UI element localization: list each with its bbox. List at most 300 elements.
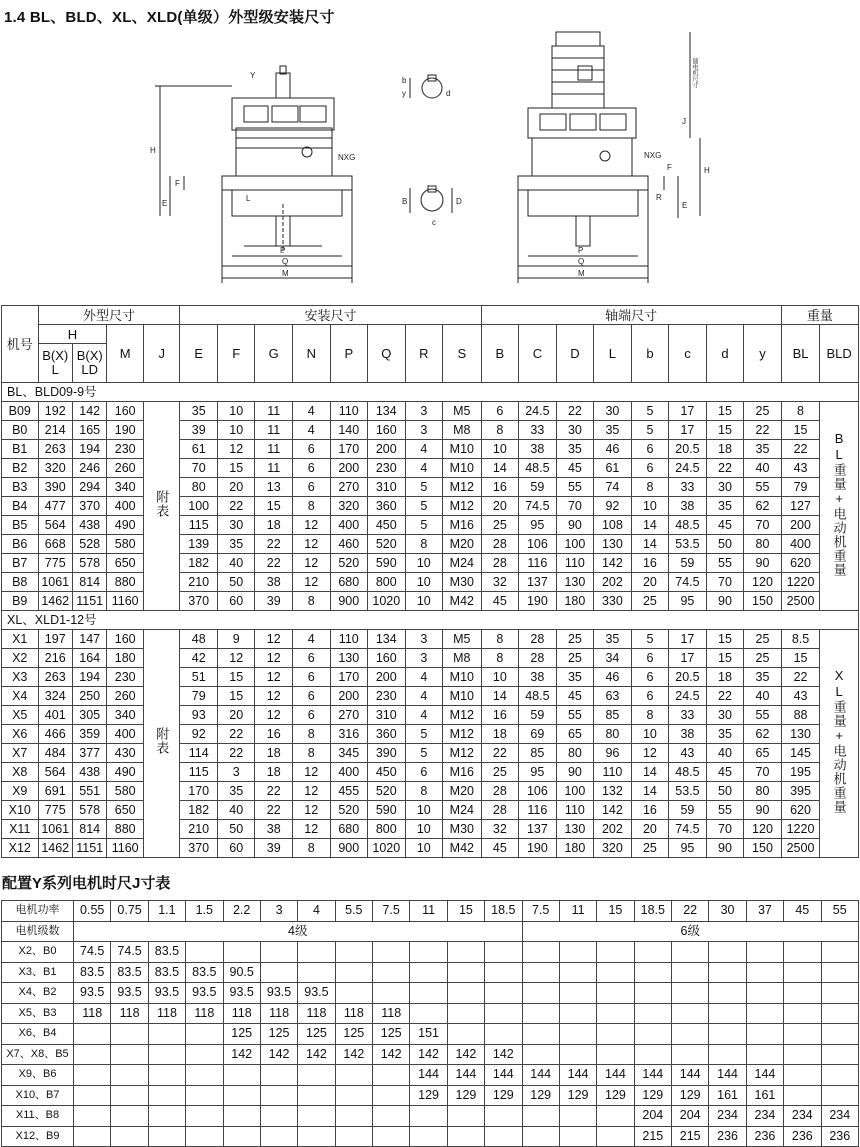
motor-table-title: 配置Y系列电机时尺J寸表 (2, 875, 171, 892)
cell: 15 (217, 459, 255, 478)
cell: X6 (2, 725, 39, 744)
cell: 85 (519, 744, 557, 763)
cell: 20 (631, 573, 669, 592)
cell: 10 (481, 440, 519, 459)
cell: 40 (744, 687, 782, 706)
cell: 11 (255, 440, 293, 459)
cell (260, 1085, 297, 1106)
row-label: X5、B3 (2, 1003, 74, 1024)
cell: 10 (405, 592, 443, 611)
cell (485, 983, 522, 1004)
cell: 90.5 (223, 962, 260, 983)
cell: 10 (405, 839, 443, 858)
cell (335, 962, 372, 983)
cell: 194 (72, 668, 106, 687)
cell (410, 1126, 447, 1147)
cell: 5 (405, 497, 443, 516)
dim-J-right: J (682, 117, 686, 126)
cell: 4 (405, 687, 443, 706)
cell: 24.5 (519, 402, 557, 421)
cell: 236 (709, 1126, 746, 1147)
cell: 22 (706, 687, 744, 706)
cell: 130 (330, 649, 368, 668)
cell: 4 (405, 459, 443, 478)
cell: 145 (781, 744, 820, 763)
cell (559, 1126, 596, 1147)
cell: 139 (180, 535, 218, 554)
table-row (2, 497, 859, 516)
cell: 6 (631, 459, 669, 478)
cell (74, 1106, 111, 1127)
cell: 320 (38, 459, 72, 478)
cell: 12 (631, 744, 669, 763)
cell: 16 (255, 725, 293, 744)
cell: 620 (781, 801, 820, 820)
power-row (2, 901, 859, 922)
cell: 39 (180, 421, 218, 440)
cell: 1061 (38, 573, 72, 592)
cell: 45 (706, 763, 744, 782)
cell: 80 (594, 725, 632, 744)
table-row (2, 440, 859, 459)
dim-Q-left: Q (282, 257, 289, 266)
cell: 202 (594, 573, 632, 592)
table-row (2, 1126, 859, 1147)
cell (260, 1065, 297, 1086)
cell: B9 (2, 592, 39, 611)
cell (335, 1126, 372, 1147)
cell: 115 (180, 763, 218, 782)
cell: 22 (217, 725, 255, 744)
cell: 90 (556, 516, 594, 535)
cell: M42 (443, 839, 482, 858)
cell: 108 (594, 516, 632, 535)
dim-M-right: M (578, 269, 585, 278)
cell (373, 983, 410, 1004)
cell (111, 1126, 148, 1147)
cell: 30 (217, 516, 255, 535)
cell: 25 (556, 649, 594, 668)
cell: 6 (293, 687, 331, 706)
cell: 45 (481, 839, 519, 858)
cell (111, 1044, 148, 1065)
cell: 8 (405, 782, 443, 801)
cell: X8 (2, 763, 39, 782)
cell: 320 (594, 839, 632, 858)
cell: 400 (330, 763, 368, 782)
cell: 38 (669, 725, 707, 744)
cell: 6 (631, 668, 669, 687)
cell: 14 (631, 763, 669, 782)
dim-P-left: P (280, 246, 286, 255)
cell: 18 (255, 763, 293, 782)
cell: 1151 (72, 592, 106, 611)
cell: 1462 (38, 592, 72, 611)
cell: 147 (72, 630, 106, 649)
cell: 129 (447, 1085, 484, 1106)
cell: 17 (669, 421, 707, 440)
cell (821, 983, 859, 1004)
cell (634, 1024, 671, 1045)
cell: 100 (556, 782, 594, 801)
cell: 10 (405, 801, 443, 820)
header-BXL: B(X) L (38, 344, 72, 383)
cell: 15 (255, 497, 293, 516)
cell: 90 (706, 592, 744, 611)
cell: 20 (217, 706, 255, 725)
table-row (2, 459, 859, 478)
cell: M10 (443, 687, 482, 706)
cell (223, 1126, 260, 1147)
dim-E-left: E (162, 199, 168, 208)
cell: 35 (594, 630, 632, 649)
cell: M20 (443, 535, 482, 554)
cell (746, 962, 783, 983)
cell: M30 (443, 820, 482, 839)
cell: 30 (556, 421, 594, 440)
cell (821, 1065, 859, 1086)
cell: 110 (594, 763, 632, 782)
table-row (2, 1106, 859, 1127)
cell: 53.5 (669, 535, 707, 554)
cell: 484 (38, 744, 72, 763)
cell (784, 1085, 821, 1106)
cell: 93.5 (74, 983, 111, 1004)
cell (634, 962, 671, 983)
cell: 83.5 (148, 942, 185, 963)
cell: 246 (72, 459, 106, 478)
cell: 190 (519, 592, 557, 611)
cell: 144 (709, 1065, 746, 1086)
cell (186, 1085, 223, 1106)
cell: 11 (255, 402, 293, 421)
cell: 20 (217, 478, 255, 497)
cell: 35 (706, 497, 744, 516)
cell: 5 (631, 421, 669, 440)
cell: 6 (293, 440, 331, 459)
cell: 74.5 (669, 573, 707, 592)
cell: 18 (706, 440, 744, 459)
cell: 130 (556, 820, 594, 839)
cell: 680 (330, 820, 368, 839)
cell: 880 (107, 820, 144, 839)
cell: 25 (481, 763, 519, 782)
cell: 22 (255, 554, 293, 573)
cell: 8 (481, 649, 519, 668)
cell: 430 (107, 744, 144, 763)
cell: 38 (519, 668, 557, 687)
cell (298, 942, 335, 963)
cell: 4 (405, 706, 443, 725)
header-BL: BL (781, 325, 820, 383)
cell: 10 (631, 725, 669, 744)
table-row (2, 706, 859, 725)
table-row (2, 942, 859, 963)
cell (522, 1003, 559, 1024)
cell: 775 (38, 554, 72, 573)
cell: 43 (669, 744, 707, 763)
cell: 5 (631, 630, 669, 649)
dim-d-shaft: d (446, 89, 451, 98)
row-label: X6、B4 (2, 1024, 74, 1045)
cell: 202 (594, 820, 632, 839)
cell: 590 (368, 801, 406, 820)
cell: 377 (72, 744, 106, 763)
cell: 250 (72, 687, 106, 706)
cell (485, 942, 522, 963)
cell: 6 (405, 763, 443, 782)
cell: 45 (481, 592, 519, 611)
cell: 60 (217, 592, 255, 611)
row-label: X3、B1 (2, 962, 74, 983)
cell: 260 (107, 687, 144, 706)
cell: 814 (72, 573, 106, 592)
cell: 8 (481, 630, 519, 649)
cell: 80 (744, 782, 782, 801)
cell: 10 (405, 554, 443, 573)
cell: 35 (744, 668, 782, 687)
cell: 142 (594, 554, 632, 573)
cell: 144 (410, 1065, 447, 1086)
cell: 125 (335, 1024, 372, 1045)
cell (672, 983, 709, 1004)
cell: 12 (255, 668, 293, 687)
cell: 25 (631, 592, 669, 611)
cell: 170 (330, 668, 368, 687)
cell: 83.5 (148, 962, 185, 983)
cell: 88 (781, 706, 820, 725)
cell: 6 (293, 668, 331, 687)
cell: 17 (669, 402, 707, 421)
cell: 234 (746, 1106, 783, 1127)
cell: X9 (2, 782, 39, 801)
cell: 22 (255, 535, 293, 554)
cell: 40 (217, 554, 255, 573)
cell: 125 (298, 1024, 335, 1045)
cell: 16 (481, 478, 519, 497)
cell: 129 (410, 1085, 447, 1106)
cell (746, 1024, 783, 1045)
header-S: S (443, 325, 482, 383)
cell: 4 (293, 421, 331, 440)
cell: M10 (443, 668, 482, 687)
cell: 70 (744, 516, 782, 535)
cell: 204 (634, 1106, 671, 1127)
cell (485, 962, 522, 983)
cell: 1220 (781, 573, 820, 592)
cell: 6 (293, 478, 331, 497)
cell: 48.5 (519, 459, 557, 478)
cell: 6 (481, 402, 519, 421)
cell (223, 942, 260, 963)
cell (148, 1106, 185, 1127)
cell: 620 (781, 554, 820, 573)
cell (709, 1044, 746, 1065)
cell: M12 (443, 706, 482, 725)
cell (223, 1065, 260, 1086)
cell: 110 (556, 801, 594, 820)
cell: 20 (631, 820, 669, 839)
cell: 455 (330, 782, 368, 801)
cell (784, 1024, 821, 1045)
cell (559, 1106, 596, 1127)
cell (522, 1044, 559, 1065)
power-value: 7.5 (373, 901, 410, 922)
table-row (2, 573, 859, 592)
cell: 14 (481, 459, 519, 478)
cell: M16 (443, 763, 482, 782)
power-value: 11 (559, 901, 596, 922)
cell: 118 (186, 1003, 223, 1024)
cell: 800 (368, 820, 406, 839)
cell (148, 1044, 185, 1065)
cell: 310 (368, 478, 406, 497)
cell: 270 (330, 478, 368, 497)
cell: 5 (405, 725, 443, 744)
cell: 46 (594, 668, 632, 687)
cell: 40 (706, 744, 744, 763)
cell: M24 (443, 801, 482, 820)
power-value: 2.2 (223, 901, 260, 922)
cell: 324 (38, 687, 72, 706)
table-row (2, 554, 859, 573)
power-value: 22 (672, 901, 709, 922)
cell: 79 (781, 478, 820, 497)
cell: 69 (519, 725, 557, 744)
cell (784, 983, 821, 1004)
cell: M10 (443, 440, 482, 459)
cell: 18 (481, 725, 519, 744)
cell: 200 (368, 440, 406, 459)
cell: 142 (223, 1044, 260, 1065)
cell: 230 (107, 668, 144, 687)
dim-F-right: F (667, 163, 672, 172)
cell: 200 (368, 668, 406, 687)
weight-note: XL重量+电动机重量 (831, 668, 847, 814)
cell: 90 (706, 839, 744, 858)
cell: 30 (706, 478, 744, 497)
cell: 70 (744, 763, 782, 782)
header-shaft: 轴端尺寸 (481, 306, 781, 325)
cell (485, 1106, 522, 1127)
cell: 125 (260, 1024, 297, 1045)
table-row (2, 820, 859, 839)
cell: 134 (368, 630, 406, 649)
cell (821, 1024, 859, 1045)
table-row (2, 630, 859, 649)
table-row (2, 801, 859, 820)
cell: M16 (443, 516, 482, 535)
cell: 129 (522, 1085, 559, 1106)
cell: 3 (405, 630, 443, 649)
cell: 330 (594, 592, 632, 611)
cell (373, 962, 410, 983)
cell (485, 1003, 522, 1024)
cell: 137 (519, 820, 557, 839)
cell: 200 (330, 687, 368, 706)
cell: 142 (373, 1044, 410, 1065)
cell: 345 (330, 744, 368, 763)
cell: B5 (2, 516, 39, 535)
cell: M10 (443, 459, 482, 478)
cell: 120 (744, 573, 782, 592)
cell (784, 962, 821, 983)
cell: 210 (180, 573, 218, 592)
cell (672, 1044, 709, 1065)
cell: 18 (255, 744, 293, 763)
cell: 129 (634, 1085, 671, 1106)
table-row (2, 1085, 859, 1106)
cell: 18 (255, 516, 293, 535)
cell: 100 (556, 535, 594, 554)
cell: 40 (217, 801, 255, 820)
cell: M5 (443, 630, 482, 649)
cell: 170 (330, 440, 368, 459)
cell: 14 (631, 535, 669, 554)
cell: 48 (180, 630, 218, 649)
cell: 22 (744, 421, 782, 440)
cell: 370 (180, 839, 218, 858)
cell (186, 1024, 223, 1045)
weight-note: BL重量+电动机重量 (831, 430, 847, 577)
cell: 10 (631, 497, 669, 516)
cell: 1020 (368, 839, 406, 858)
cell (186, 1106, 223, 1127)
power-value: 3 (260, 901, 297, 922)
cell: 216 (38, 649, 72, 668)
dim-H-right: H (704, 166, 710, 175)
table-row (2, 649, 859, 668)
cell (634, 1003, 671, 1024)
cell: M8 (443, 649, 482, 668)
cell: 80 (180, 478, 218, 497)
cell: 129 (597, 1085, 634, 1106)
cell: 25 (556, 630, 594, 649)
cell (709, 962, 746, 983)
cell: 1160 (107, 839, 144, 858)
cell: 45 (556, 687, 594, 706)
cell (746, 942, 783, 963)
cell: M12 (443, 478, 482, 497)
cell: 85 (594, 706, 632, 725)
cell (597, 1024, 634, 1045)
weight-note-cell (820, 630, 859, 858)
cell: 310 (368, 706, 406, 725)
header-H: H (38, 325, 107, 344)
cell: 28 (481, 554, 519, 573)
cell: 234 (784, 1106, 821, 1127)
cell: 142 (335, 1044, 372, 1065)
cell: B6 (2, 535, 39, 554)
cell (111, 1106, 148, 1127)
cell: 127 (781, 497, 820, 516)
cell: 370 (180, 592, 218, 611)
cell: 142 (594, 801, 632, 820)
weight-note-cell (820, 402, 859, 611)
cell: 38 (519, 440, 557, 459)
cell (148, 1024, 185, 1045)
appendix-label: 附表 (154, 489, 170, 518)
cell (522, 1126, 559, 1147)
cell: 2500 (781, 592, 820, 611)
cell (746, 1044, 783, 1065)
cell: 12 (293, 573, 331, 592)
cell: B8 (2, 573, 39, 592)
cell: 578 (72, 554, 106, 573)
table-row (2, 744, 859, 763)
cell: 6 (293, 649, 331, 668)
cell: 25 (744, 402, 782, 421)
